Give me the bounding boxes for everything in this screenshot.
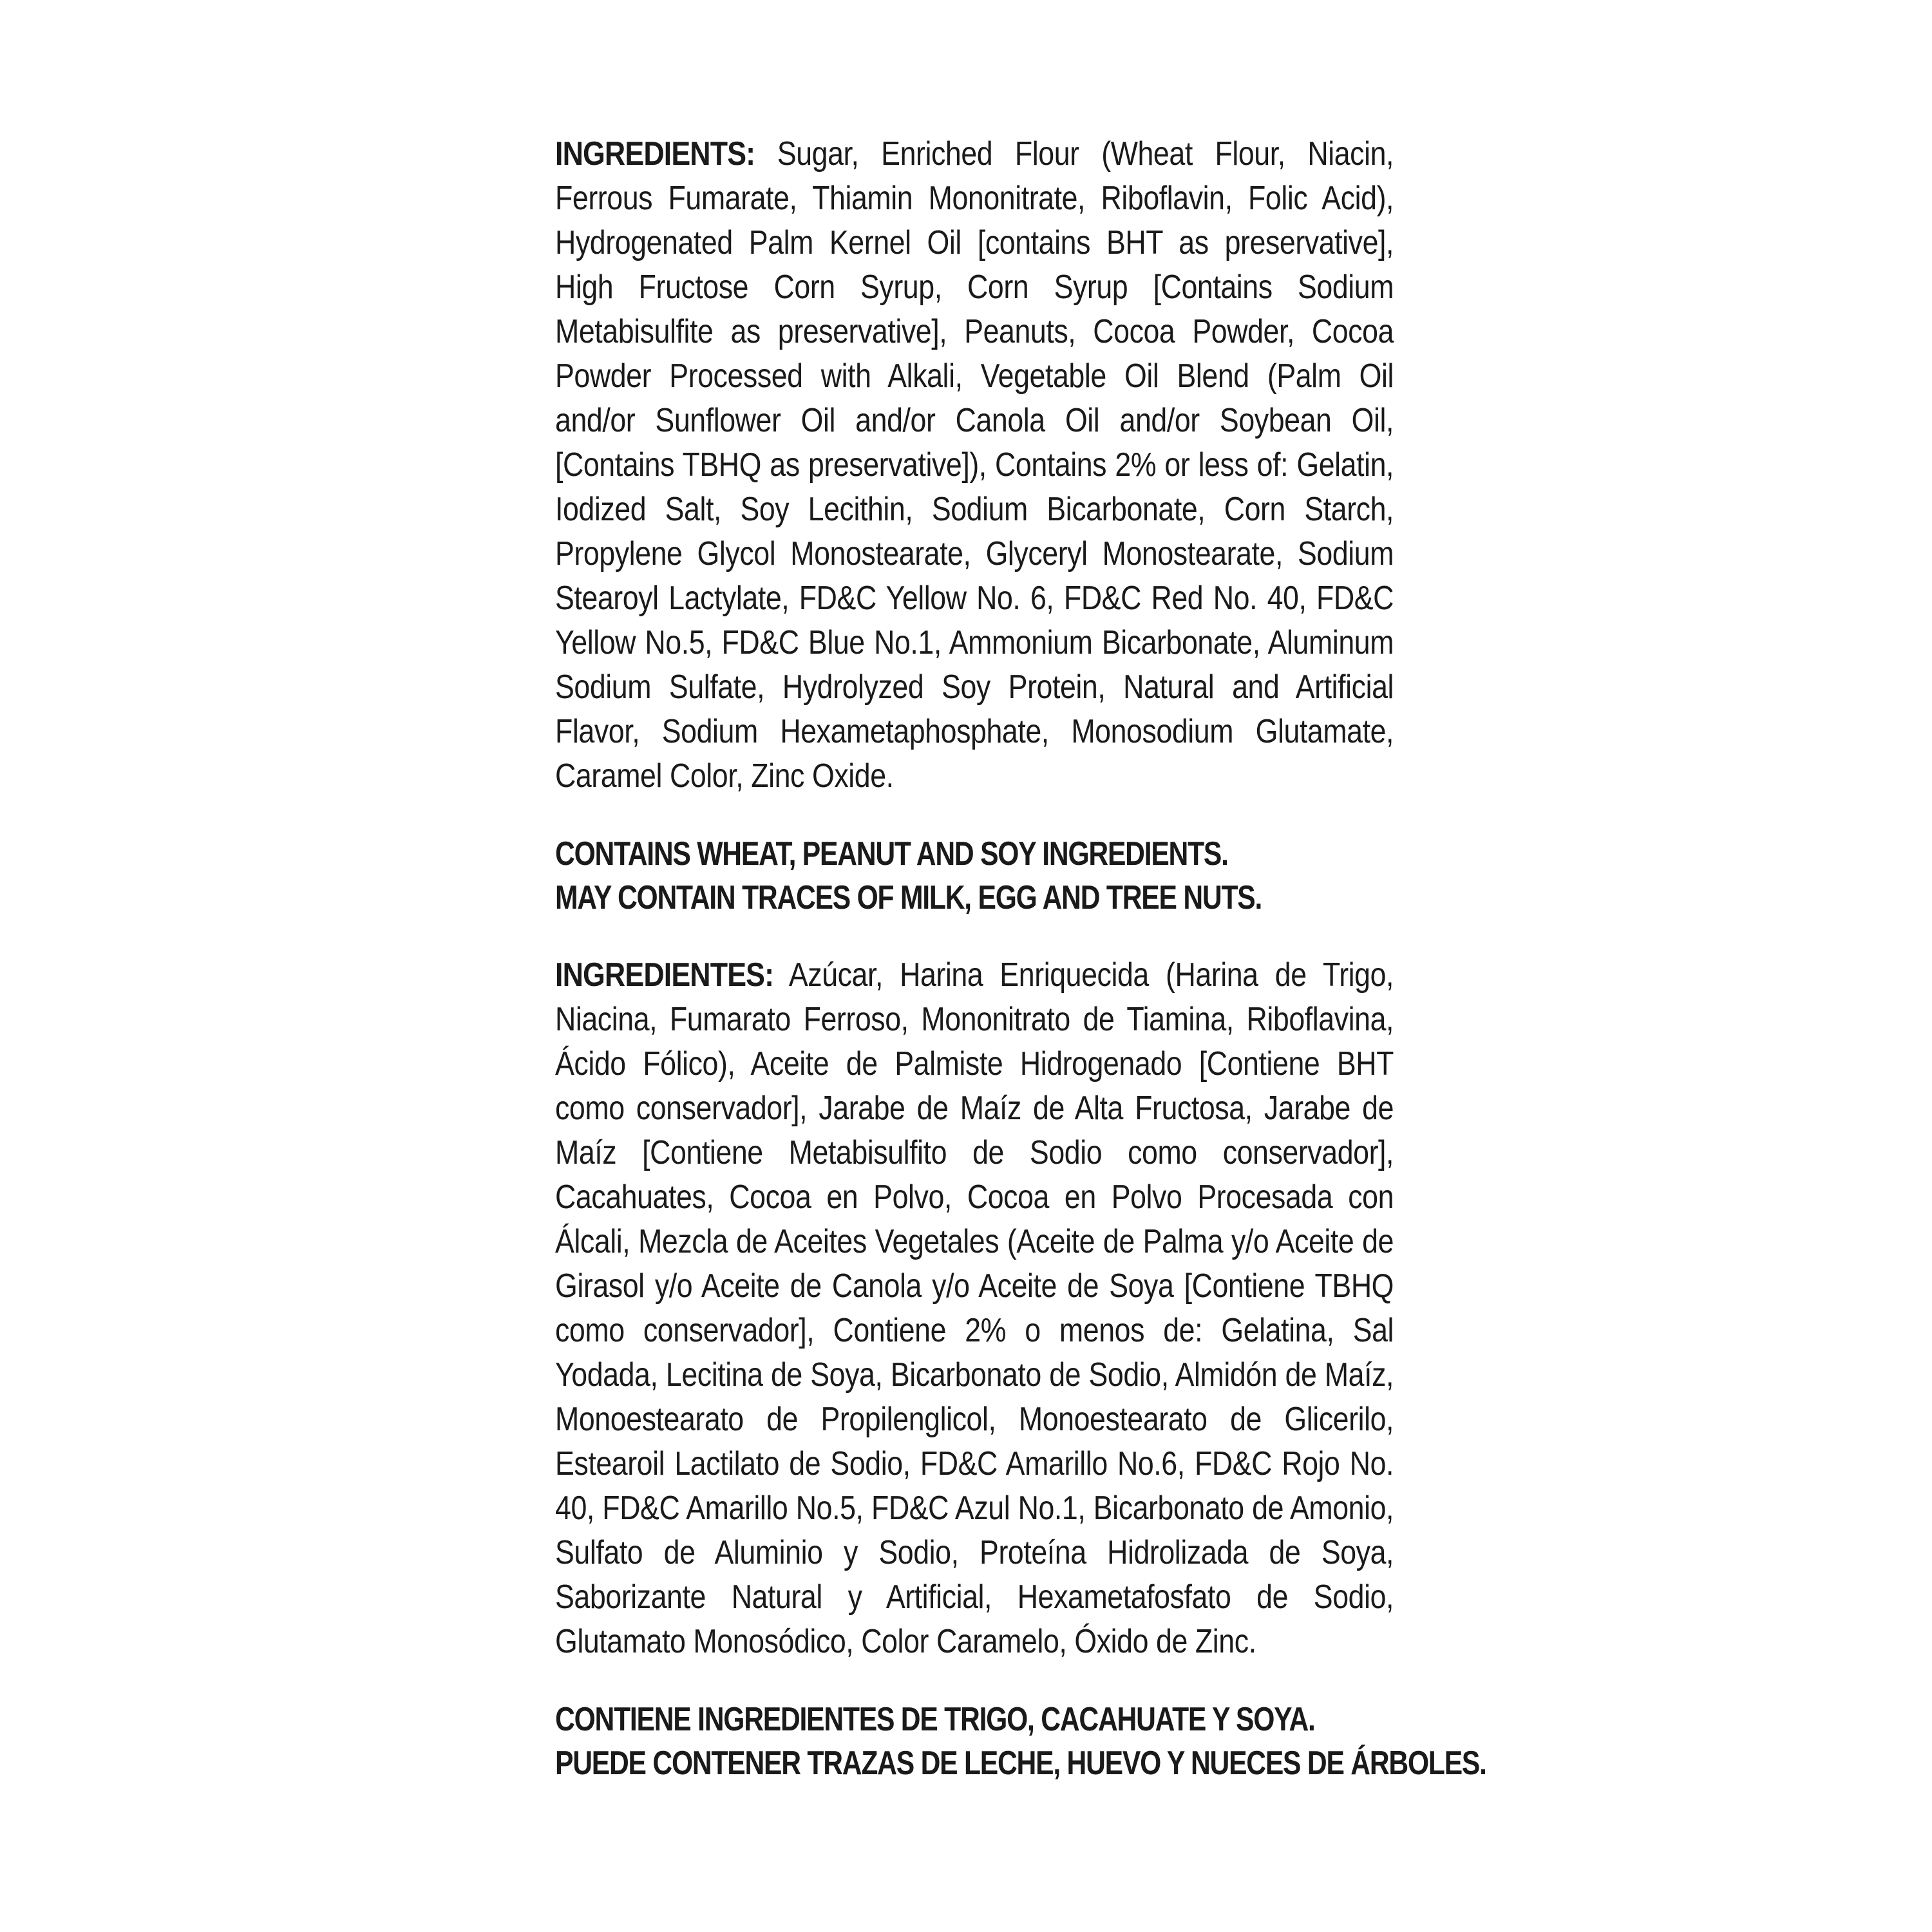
spanish-ingredients-text: Azúcar, Harina Enriquecida (Harina de Trigo, Niacina, Fumarato Ferroso, Mononitrato de Tiamina, Riboflavina, Ácido Fólico), Aceite de Palmiste Hidrogenado [Contiene BHT como conservador], Jarabe de Maíz de Alta Fructosa, Jarabe de Maíz [Contiene Metabisulfito de Sodio como conservador], Cacahuates, Cocoa en Polvo, Cocoa en Polvo Procesada con Álcali, Mezcla de Aceites Vegetales (Aceite de Palma y/o Aceite de Girasol y/o Aceite de Canola y/o Aceite de Soya [Contiene TBHQ como conservador], Contiene 2% o menos de: Gelatina, Sal Yodada, Lecitina de Soya, Bicarbonato de Sodio, Almidón de Maíz, Monoestearato de Propilenglicol, Monoestearato de Glicerilo, Estearoil Lactilato de Sodio, FD&C Amarillo No.6, FD&C Rojo No. 40, FD&C Amarillo No.5, FD&C Azul No.1, Bicarbonato de Amonio, Sulfato de Aluminio y Sodio, Proteína Hidrolizada de Soya, Saborizante Natural y Artificial, Hexametafosfato de Sodio, Glutamato Monosódico, Color Caramelo, Óxido de Zinc. xyxy=(555,956,1394,1660)
spanish-ingredients-paragraph xyxy=(555,953,1394,1664)
english-ingredients-paragraph xyxy=(555,132,1394,799)
english-ingredients-block xyxy=(555,132,1394,799)
spanish-allergen-contains: CONTIENE INGREDIENTES DE TRIGO, CACAHUATE Y SOYA. xyxy=(555,1701,1315,1738)
english-ingredients-text: Sugar, Enriched Flour (Wheat Flour, Niacin, Ferrous Fumarate, Thiamin Mononitrate, Riboflavin, Folic Acid), Hydrogenated Palm Kernel Oil [contains BHT as preservative], High Fructose Corn Syrup, Corn Syrup [Contains Sodium Metabisulfite as preservative], Peanuts, Cocoa Powder, Cocoa Powder Processed with Alkali, Vegetable Oil Blend (Palm Oil and/or Sunflower Oil and/or Canola Oil and/or Soybean Oil, [Contains TBHQ as preservative]), Contains 2% or less of: Gelatin, Iodized Salt, Soy Lecithin, Sodium Bicarbonate, Corn Starch, Propylene Glycol Monostearate, Glyceryl Monostearate, Sodium Stearoyl Lactylate, FD&C Yellow No. 6, FD&C Red No. 40, FD&C Yellow No.5, FD&C Blue No.1, Ammonium Bicarbonate, Aluminum Sodium Sulfate, Hydrolyzed Soy Protein, Natural and Artificial Flavor, Sodium Hexametaphosphate, Monosodium Glutamate, Caramel Color, Zinc Oxide. xyxy=(555,135,1394,795)
english-ingredients-heading: INGREDIENTS: xyxy=(555,135,755,173)
english-allergen-may-contain: MAY CONTAIN TRACES OF MILK, EGG AND TREE NUTS. xyxy=(555,879,1262,916)
english-allergen-contains: CONTAINS WHEAT, PEANUT AND SOY INGREDIENTS. xyxy=(555,835,1228,873)
spanish-allergen-block xyxy=(555,1698,1486,1785)
english-allergen-block xyxy=(555,832,1394,920)
ingredients-label xyxy=(555,132,1486,1785)
spanish-allergen-may-contain: PUEDE CONTENER TRAZAS DE LECHE, HUEVO Y NUECES DE ÁRBOLES. xyxy=(555,1745,1486,1782)
spanish-ingredients-heading: INGREDIENTES: xyxy=(555,956,774,994)
spanish-ingredients-block xyxy=(555,953,1394,1664)
